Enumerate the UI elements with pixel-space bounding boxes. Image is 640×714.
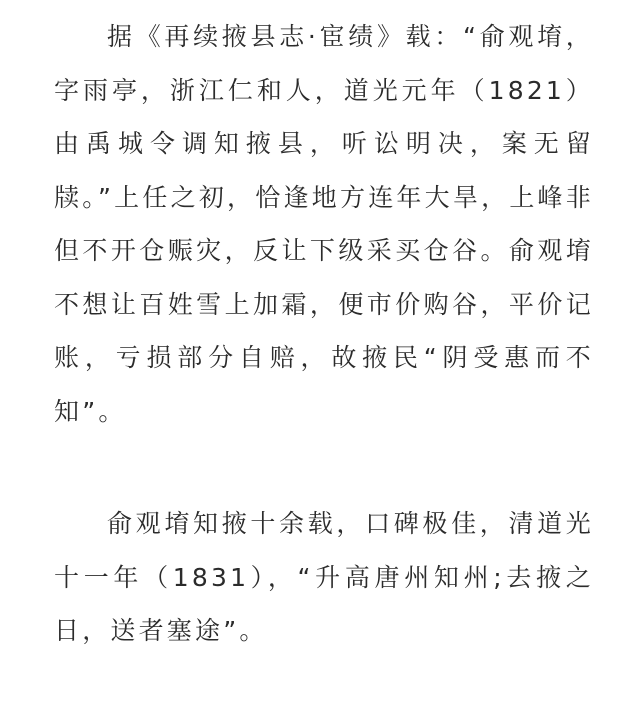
article-paragraph-2: 俞观堉知掖十余载，口碑极佳，清道光十一年（1831），“升高唐州知州;去掖之日，送者塞途”。 bbox=[54, 509, 594, 645]
article-paragraph-1: 据《再续掖县志·宦绩》载：“俞观堉，字雨亭，浙江仁和人，道光元年（1821）由禹城令调知掖县，听讼明决，案无留牍。”上任之初，恰逢地方连年大旱，上峰非但不开仓赈灾，反让下级采买仓谷。俞观堉不想让百姓雪上加霜，便市价购谷，平价记账，亏损部分自赔，故掖民“阴受惠而不知”。 bbox=[54, 22, 594, 426]
